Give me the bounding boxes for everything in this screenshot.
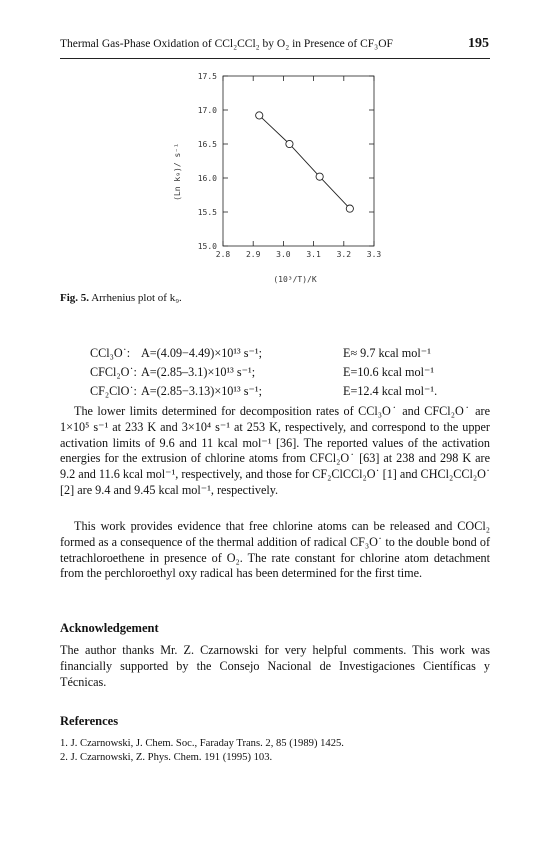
- data-point: [346, 205, 353, 212]
- running-title: Thermal Gas-Phase Oxidation of CCl₂CCl₂ by O₂ in Presence of CF₃OF: [60, 38, 393, 50]
- x-tick-label: 3.3: [366, 250, 382, 259]
- x-axis-ticks: [216, 76, 382, 259]
- reference-item: 1. J. Czarnowski, J. Chem. Soc., Faraday Trans. 2, 85 (1989) 1425.: [60, 738, 344, 749]
- a-factor: A=(2.85−3.13)×10¹³ s⁻¹;: [141, 384, 262, 398]
- figure-caption-text: Arrhenius plot of k₉.: [91, 292, 182, 304]
- y-axis-label: (Ln k₉)/ s⁻¹: [173, 143, 182, 201]
- acknowledgement-body: [60, 643, 490, 690]
- a-factor: A=(4.09−4.49)×10¹³ s⁻¹;: [141, 346, 262, 360]
- activation-energy: E≈ 9.7 kcal mol⁻¹: [343, 346, 431, 360]
- y-tick-label: 15.5: [197, 208, 217, 217]
- header-rule: [60, 58, 490, 59]
- x-tick-label: 3.1: [306, 250, 321, 259]
- x-tick-label: 3.2: [336, 250, 352, 259]
- paragraph-text: The lower limits determined for decomposition rates of CCl₃O˙ and CFCl₂O˙ are 1×10⁵ s⁻¹ at 233 K and 3×10⁴ s⁻¹ at 253 K, respectively, and correspond to the upper activation limits of 9.6 and 11 kcal mol⁻¹ [36]. The reported values of the activation energies for the extrusion of chlorine atoms from CFCl₂O˙ [63] at 238 and 298 K are 9.2 and 11.6 kcal mol⁻¹, respectively, and those for CF₂ClCCl₂O˙ [1] and CHCl₂CCl₂O˙ [2] are 9.4 and 9.45 kcal mol⁻¹, respectively.: [60, 404, 491, 497]
- figure-caption: [60, 292, 182, 304]
- data-point: [316, 173, 323, 180]
- acknowledgement-text: The author thanks Mr. Z. Czarnowski for very helpful comments. This work was financially supported by the Consejo Nacional de Investigaciones Científicas y Técnicas.: [60, 643, 490, 689]
- arrhenius-chart: [150, 66, 390, 288]
- x-tick-label: 3.0: [276, 250, 291, 259]
- body-paragraph: [60, 519, 490, 582]
- references-heading: References: [60, 714, 119, 728]
- rate-row: [90, 384, 490, 403]
- activation-energy: E=12.4 kcal mol⁻¹.: [343, 384, 438, 398]
- y-tick-label: 16.5: [197, 140, 217, 149]
- y-tick-label: 16.0: [197, 174, 217, 183]
- reference-item: 2. J. Czarnowski, Z. Phys. Chem. 191 (1995) 103.: [60, 752, 273, 763]
- figure-label: Fig. 5.: [60, 292, 90, 304]
- reference-list: [60, 737, 490, 765]
- data-point: [286, 140, 293, 147]
- y-tick-label: 15.0: [197, 242, 217, 251]
- page-number: 195: [468, 36, 489, 51]
- chart-frame: [223, 76, 374, 246]
- rate-row: [90, 346, 490, 365]
- x-tick-label: 2.9: [245, 250, 261, 259]
- body-paragraph: [60, 404, 490, 499]
- paragraph-text: This work provides evidence that free chlorine atoms can be released and COCl₂ formed as a consequence of the thermal addition of radical CF₃O˙ to the double bond of tetrachloroethene in presence of O₂. The rate constant for chlorine atom detachment from the perchloroethyl oxy radical has been determined for the first time.: [60, 519, 490, 581]
- rate-row: [90, 365, 490, 384]
- y-axis-ticks: [198, 72, 374, 251]
- y-tick-label: 17.5: [197, 72, 217, 81]
- x-tick-label: 2.8: [215, 250, 231, 259]
- y-tick-label: 17.0: [197, 106, 217, 115]
- plot-frame: [223, 76, 374, 246]
- rate-parameters: [90, 346, 490, 403]
- acknowledgement-heading: Acknowledgement: [60, 621, 159, 635]
- species: CFCl₂O˙:: [90, 365, 137, 379]
- species: CF₂ClO˙:: [90, 384, 137, 398]
- data-series: [256, 112, 354, 212]
- activation-energy: E=10.6 kcal mol⁻¹: [343, 365, 435, 379]
- species: CCl₃O˙:: [90, 346, 131, 360]
- x-axis-label: (10³/T)/K: [273, 275, 317, 284]
- data-point: [256, 112, 263, 119]
- a-factor: A=(2.85–3.1)×10¹³ s⁻¹;: [141, 365, 256, 379]
- series-line: [259, 115, 350, 208]
